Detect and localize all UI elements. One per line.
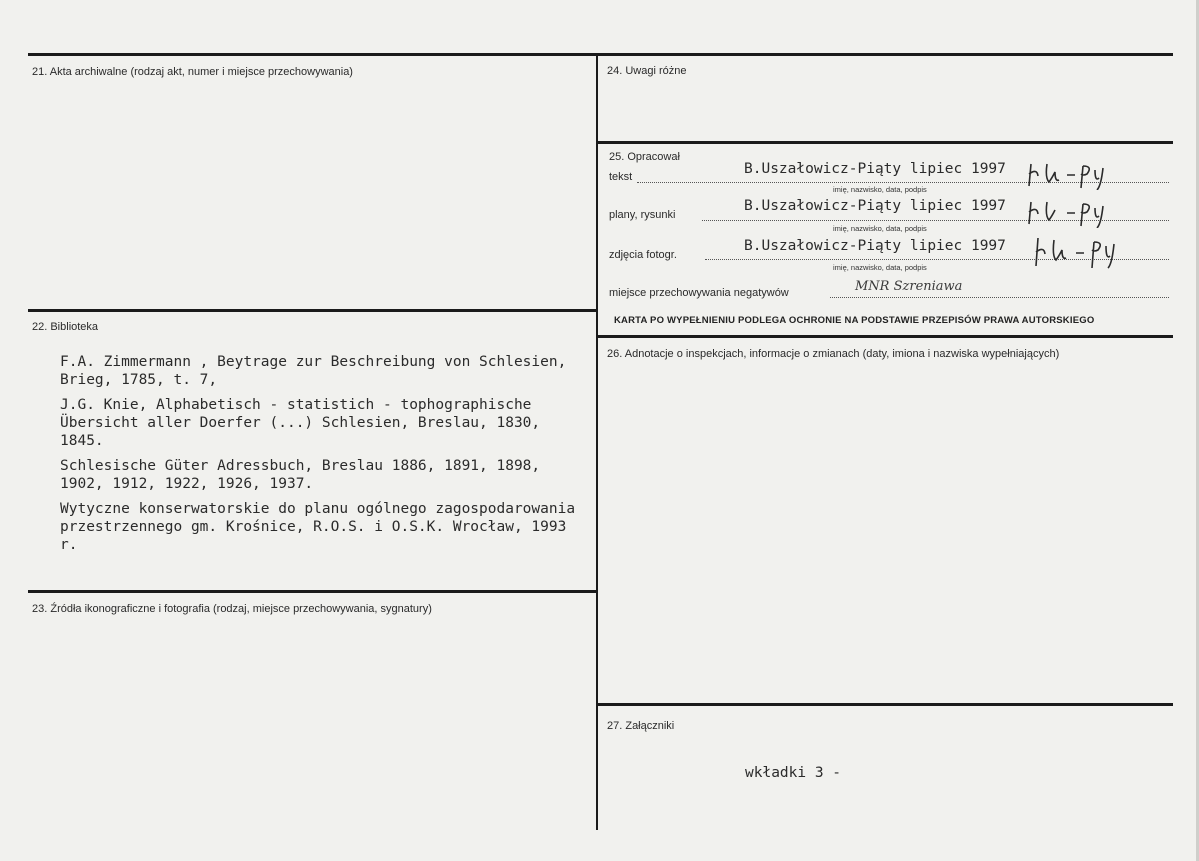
bibliography-entry: J.G. Knie, Alphabetisch - statistich - tophographische Übersicht aller Doerfer (...) Schlesien, Breslau, 1830, 1845. — [60, 397, 541, 449]
section-23-label: 23. Źródła ikonograficzne i fotografia (rodzaj, miejsce przechowywania, sygnatury) — [32, 603, 432, 615]
plany-caption: imię, nazwisko, data, podpis — [833, 224, 927, 233]
bibliography-entry: F.A. Zimmermann , Beytrage zur Beschreibung von Schlesien, Brieg, 1785, t. 7, — [60, 354, 567, 388]
center-divider — [596, 55, 598, 830]
rule-24-25 — [597, 141, 1173, 144]
tekst-author-value: B.Uszałowicz-Piąty lipiec 1997 — [744, 161, 1006, 177]
rule-22-23 — [28, 590, 597, 593]
section-25-label: 25. Opracował — [609, 151, 680, 163]
plany-label: plany, rysunki — [609, 209, 676, 221]
signature-icon — [1030, 234, 1130, 270]
top-rule — [28, 53, 1173, 56]
zdjecia-caption: imię, nazwisko, data, podpis — [833, 263, 927, 272]
tekst-label: tekst — [609, 171, 633, 183]
plany-author-value: B.Uszałowicz-Piąty lipiec 1997 — [744, 198, 1006, 214]
negatives-value: MNR Szreniawa — [855, 279, 963, 294]
zdjecia-author-value: B.Uszałowicz-Piąty lipiec 1997 — [744, 238, 1006, 254]
bibliography-entry: Wytyczne konserwatorskie do planu ogólnego zagospodarowania przestrzennego gm. Krośnice, R.O.S. i O.S.K. Wrocław, 1993 r. — [60, 501, 576, 553]
tekst-caption: imię, nazwisko, data, podpis — [833, 185, 927, 194]
bibliography-list — [60, 353, 580, 554]
section-27-label: 27. Załączniki — [607, 720, 675, 732]
bibliography-entry: Schlesische Güter Adressbuch, Breslau 1886, 1891, 1898, 1902, 1912, 1922, 1926, 1937. — [60, 458, 541, 492]
section-24-label: 24. Uwagi różne — [607, 65, 687, 77]
signature-icon — [1025, 196, 1120, 228]
rule-25-26 — [597, 335, 1173, 338]
rule-21-22 — [28, 309, 597, 312]
negatives-fill-line — [830, 297, 1169, 298]
signature-icon — [1025, 158, 1120, 190]
attachments-value: wkładki 3 - — [745, 765, 842, 781]
rule-26-27 — [597, 703, 1173, 706]
copyright-notice: KARTA PO WYPEŁNIENIU PODLEGA OCHRONIE NA PODSTAWIE PRZEPISÓW PRAWA AUTORSKIEGO — [614, 315, 1095, 326]
zdjecia-label: zdjęcia fotogr. — [609, 249, 677, 261]
negatives-label: miejsce przechowywania negatywów — [609, 287, 789, 299]
section-26-label: 26. Adnotacje o inspekcjach, informacje o zmianach (daty, imiona i nazwiska wypełniających) — [607, 348, 1060, 360]
section-22-label: 22. Biblioteka — [32, 321, 99, 333]
section-21-label: 21. Akta archiwalne (rodzaj akt, numer i miejsce przechowywania) — [32, 66, 353, 78]
